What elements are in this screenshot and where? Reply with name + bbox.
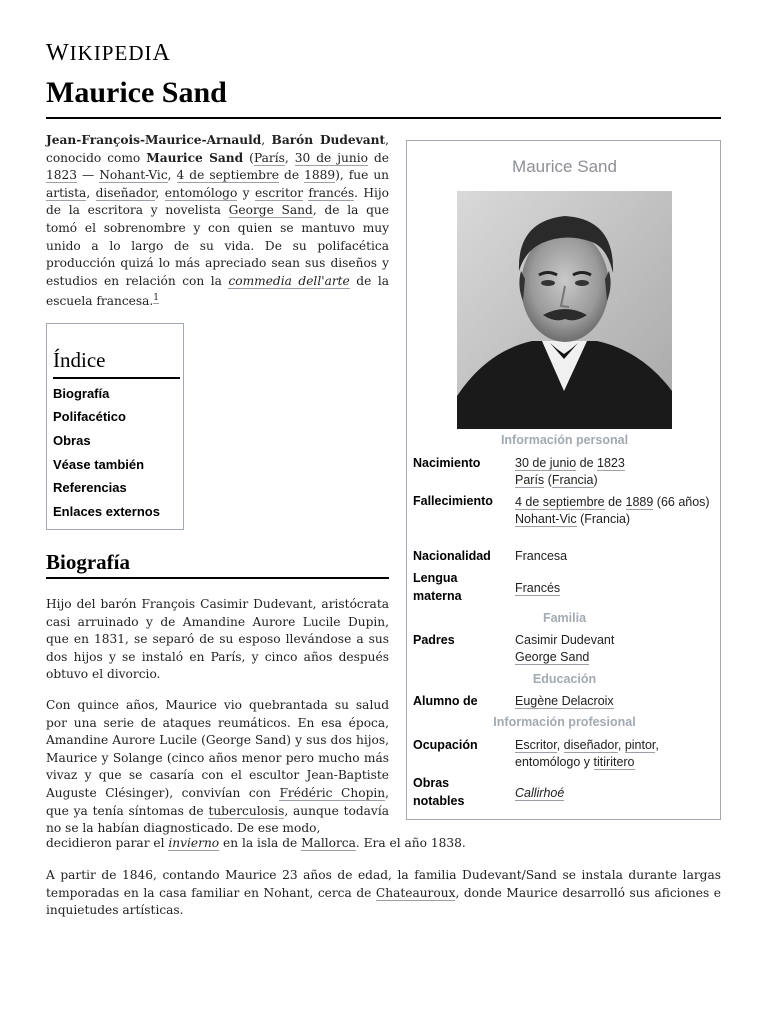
- value-ocupacion: Escritor, diseñador, pintor, entomólogo y titiritero: [515, 738, 659, 769]
- section-heading-biografia: Biografía: [46, 550, 130, 574]
- bio-paragraph-2-tail: decidieron parar el invierno en la isla de Mallorca. Era el año 1838.: [46, 836, 466, 850]
- portrait-photo[interactable]: [457, 191, 672, 429]
- link-escritor[interactable]: escritor: [254, 185, 304, 200]
- label-padres: Padres: [413, 633, 455, 647]
- intro-paragraph: Jean-François-Maurice-Arnauld, Barón Dudevant, conocido como Maurice Sand (París, 30 de junio de 1823 — Nohant-Vic, 4 de septiembre de 1889), fue un artista, diseñador, entomólogo y escritor francés. Hijo de la escritora y novelista George Sand, de la que tomó el sobrenombre y con quien se mantuvo muy unido a lo largo de su vida. De su polifacética producción quizá lo más apreciado sean sus diseños y estudios en relación con la commedia dell'arte de la escuela francesa.$^1$: [46, 133, 390, 309]
- link-escritor-oc[interactable]: Escritor: [515, 738, 557, 752]
- link-george-sand[interactable]: George Sand: [228, 203, 313, 218]
- intro-short-name: Maurice Sand: [146, 150, 244, 165]
- link-death-year[interactable]: 1889: [304, 168, 336, 183]
- link-nac-place[interactable]: París: [515, 472, 545, 487]
- link-titiritero[interactable]: titiritero: [593, 754, 635, 769]
- label-ocupacion: Ocupación: [413, 738, 478, 752]
- toc-item-obras[interactable]: Obras: [53, 433, 91, 448]
- label-nacimiento: Nacimiento: [413, 456, 481, 470]
- link-birth-year[interactable]: 1823: [46, 168, 78, 183]
- toc-divider: [53, 377, 180, 379]
- label-obras: Obras notables: [413, 776, 465, 808]
- bio-paragraph-3: A partir de 1846, contando Maurice 23 años de edad, la familia Dudevant/Sand se instala durante largas temporadas en la casa familiar en Nohant, cerca de Chateauroux, donde Maurice desarrolló sus aficiones e inquietudes artísticas.: [46, 868, 721, 918]
- toc-item-biografia[interactable]: Biografía: [53, 386, 110, 401]
- infobox-section-educacion: Educación: [532, 672, 597, 686]
- link-nac-date[interactable]: 30 de junio: [515, 456, 577, 470]
- value-nacimiento: 30 de junio de 1823 París (Francia): [515, 456, 625, 487]
- value-padres: [515, 632, 715, 665]
- link-fal-date[interactable]: 4 de septiembre: [515, 495, 605, 509]
- value-obras: [515, 785, 715, 802]
- toc-item-enlaces[interactable]: Enlaces externos: [53, 504, 160, 519]
- link-fal-place[interactable]: Nohant-Vic: [515, 511, 577, 526]
- link-artista[interactable]: artista: [46, 185, 87, 200]
- link-madre[interactable]: George Sand: [515, 649, 590, 664]
- link-mallorca[interactable]: Mallorca: [301, 836, 356, 850]
- toc-item-polifacetico[interactable]: Polifacético: [53, 409, 126, 424]
- link-nac-year[interactable]: 1823: [597, 456, 625, 470]
- link-chopin[interactable]: Frédéric Chopin: [279, 785, 386, 800]
- link-delacroix[interactable]: Eugène Delacroix: [515, 694, 614, 708]
- label-alumno: Alumno de: [413, 694, 478, 708]
- link-disenador-oc[interactable]: diseñador: [563, 738, 618, 752]
- table-of-contents: [46, 323, 184, 530]
- bio-paragraph-1: Hijo del barón François Casimir Dudevant, aristócrata casi arruinado y de Amandine Aurore Lucile Dupin, que en 1831, se separó de su esposo llevándose a sus dos hijos y se instaló en París, y cinco años después obtuvo el divorcio.: [46, 597, 389, 682]
- infobox-section-personal: Información personal: [500, 433, 629, 447]
- reference-1[interactable]: 1: [153, 293, 160, 304]
- toc-title: Índice: [53, 348, 106, 372]
- link-disenador[interactable]: diseñador: [95, 185, 156, 200]
- link-commedia[interactable]: commedia dell'arte: [228, 273, 350, 288]
- infobox-section-familia: Familia: [542, 611, 587, 625]
- toc-item-vease[interactable]: Véase también: [53, 457, 145, 472]
- link-frances[interactable]: francés: [308, 185, 355, 200]
- label-nacionalidad: Nacionalidad: [413, 549, 491, 563]
- link-paris[interactable]: París: [253, 150, 285, 165]
- link-entomologo[interactable]: entomólogo: [164, 185, 238, 200]
- intro-title: Barón Dudevant: [271, 133, 386, 147]
- label-fallecimiento: Fallecimiento: [413, 494, 493, 508]
- link-nac-country[interactable]: Francia: [551, 472, 594, 487]
- intro-full-name: Jean-François-Maurice-Arnauld: [46, 133, 262, 147]
- link-frances-lengua[interactable]: Francés: [515, 581, 561, 595]
- value-lengua: [515, 580, 715, 597]
- link-invierno[interactable]: invierno: [168, 836, 220, 850]
- link-chateauroux[interactable]: Chateauroux: [375, 885, 456, 900]
- page-title: Maurice Sand: [46, 76, 227, 109]
- value-fallecimiento: 4 de septiembre de 1889 (66 años) Nohant-Vic (Francia): [515, 495, 710, 526]
- link-callirhoe[interactable]: Callirhoé: [515, 786, 565, 800]
- wikipedia-logo[interactable]: [46, 40, 171, 67]
- bio-paragraph-2: Con quince años, Maurice vio quebrantada su salud por una serie de ataques reumáticos. En esa época, Amandine Aurore Lucile (George Sand) y sus dos hijos, Maurice y Solange (cinco años menor pero mucho más vivaz y que se casaría con el escultor Jean-Baptiste Auguste Clésinger), convivían con Frédéric Chopin, que ya tenía síntomas de tuberculosis, aunque todavía no se la habían diagnosticado. De ese modo,: [46, 698, 389, 836]
- infobox: [406, 140, 721, 820]
- link-fal-year[interactable]: 1889: [625, 495, 654, 509]
- value-nacionalidad: Francesa: [515, 549, 568, 563]
- value-alumno: [515, 693, 715, 710]
- link-death-date[interactable]: 4 de septiembre: [176, 168, 280, 183]
- title-divider: [46, 117, 721, 119]
- link-pintor[interactable]: pintor: [624, 738, 656, 752]
- logo-initial: W: [46, 40, 70, 66]
- section-divider: [46, 577, 389, 579]
- padre-name: Casimir Dudevant: [515, 633, 615, 647]
- infobox-title: Maurice Sand: [512, 157, 617, 176]
- label-lengua: Lengua materna: [413, 571, 462, 603]
- logo-middle: IKIPEDI: [69, 41, 153, 65]
- toc-item-referencias[interactable]: Referencias: [53, 480, 127, 495]
- link-tuberculosis[interactable]: tuberculosis: [208, 803, 285, 818]
- logo-final: A: [152, 40, 171, 66]
- link-birth-date[interactable]: 30 de junio: [294, 150, 368, 165]
- link-nohant-vic[interactable]: Nohant-Vic: [99, 168, 168, 183]
- infobox-section-profesional: Información profesional: [493, 715, 636, 729]
